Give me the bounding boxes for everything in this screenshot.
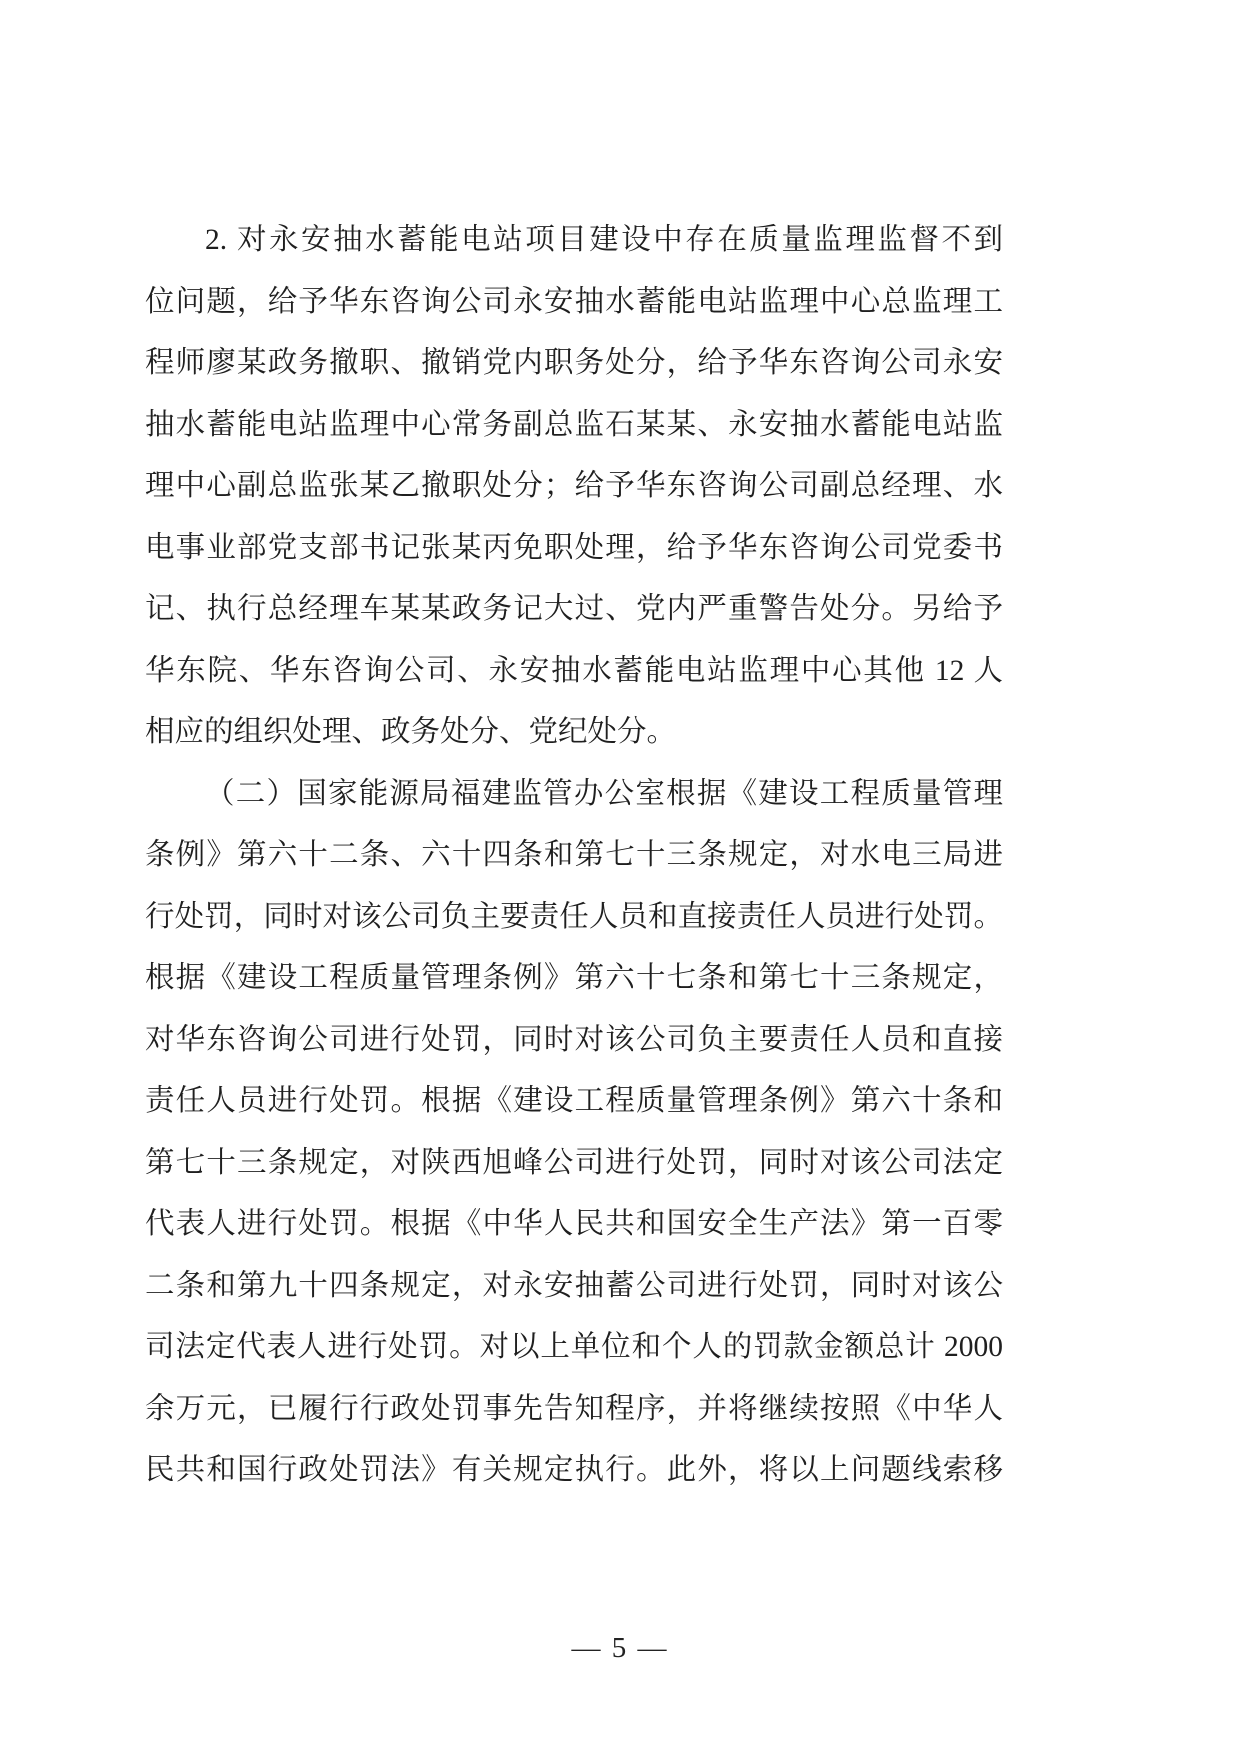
text-line: （二）国家能源局福建监管办公室根据《建设工程质量管理 (205, 777, 1003, 810)
text-line: 第七十三条规定，对陕西旭峰公司进行处罚，同时对该公司法定 (145, 1146, 1003, 1179)
text-line: 程师廖某政务撤职、撤销党内职务处分，给予华东咨询公司永安 (145, 347, 1003, 379)
document-body (145, 210, 1003, 1502)
text-line: 条例》第六十二条、六十四条和第七十三条规定，对水电三局进 (145, 839, 1003, 871)
text-line: 根据《建设工程质量管理条例》第六十七条和第七十三条规定， (145, 962, 1003, 994)
text-line: 二条和第九十四条规定，对永安抽蓄公司进行处罚，同时对该公 (145, 1269, 1003, 1302)
text-line: 抽水蓄能电站监理中心常务副总监石某某、永安抽水蓄能电站监 (145, 408, 1003, 441)
paragraph (145, 210, 1003, 764)
text-line: 民共和国行政处罚法》有关规定执行。此外，将以上问题线索移 (145, 1454, 1003, 1486)
text-line: 代表人进行处罚。根据《中华人民共和国安全生产法》第一百零 (145, 1208, 1003, 1240)
page-footer (0, 1628, 1240, 1668)
text-line: 相应的组织处理、政务处分、党纪处分。 (145, 716, 677, 748)
text-line: 理中心副总监张某乙撤职处分；给予华东咨询公司副总经理、水 (145, 470, 1003, 502)
text-line: 记、执行总经理车某某政务记大过、党内严重警告处分。另给予 (145, 593, 1003, 625)
text-line: 行处罚，同时对该公司负主要责任人员和直接责任人员进行处罚。 (145, 900, 1003, 933)
text-line: 位问题，给予华东咨询公司永安抽水蓄能电站监理中心总监理工 (145, 285, 1003, 318)
text-line: 司法定代表人进行处罚。对以上单位和个人的罚款金额总计 2000 (145, 1331, 1003, 1363)
page-number: — 5 — (571, 1632, 669, 1664)
text-line: 华东院、华东咨询公司、永安抽水蓄能电站监理中心其他 12 人 (145, 654, 1003, 687)
paragraph (145, 764, 1003, 1502)
text-line: 余万元，已履行行政处罚事先告知程序，并将继续按照《中华人 (145, 1392, 1003, 1425)
text-line: 责任人员进行处罚。根据《建设工程质量管理条例》第六十条和 (145, 1085, 1003, 1117)
text-line: 2. 对永安抽水蓄能电站项目建设中存在质量监理监督不到 (205, 224, 1003, 256)
text-line: 对华东咨询公司进行处罚，同时对该公司负主要责任人员和直接 (145, 1023, 1003, 1056)
text-line: 电事业部党支部书记张某丙免职处理，给予华东咨询公司党委书 (145, 531, 1003, 564)
